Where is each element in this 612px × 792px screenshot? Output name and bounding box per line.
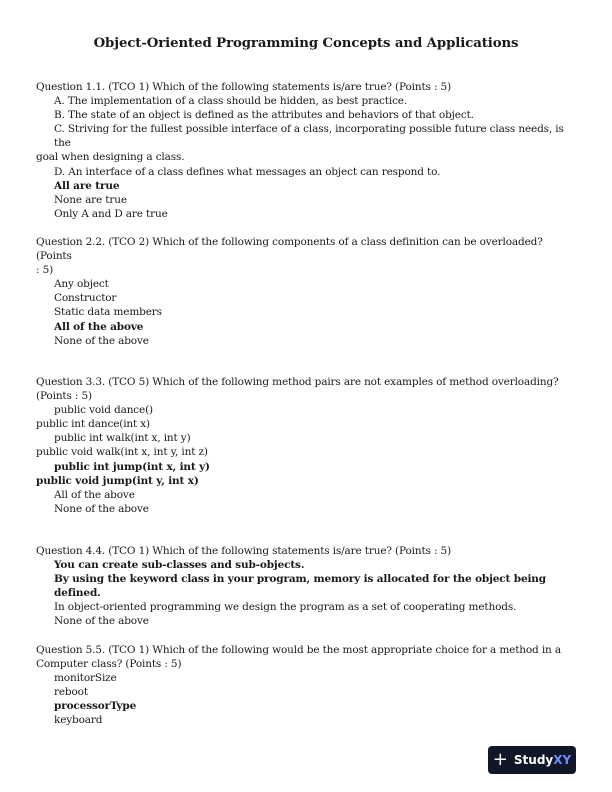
studyxy-logo [488, 746, 576, 774]
question-2-stem-cont: : 5) [36, 264, 54, 277]
answer-option: None of the above [54, 334, 149, 347]
code-line: public void walk(int x, int y, int z) [36, 446, 208, 459]
statement-c: C. Striving for the fullest possible interface of a class, incorporating possible future class needs, is the [54, 123, 564, 150]
answer-option: None of the above [54, 615, 149, 628]
logo-text-xy: XY [553, 753, 572, 767]
answer-option: All of the above [54, 488, 135, 501]
answer-option: In object-oriented programming we design the program as a set of cooperating methods. [54, 601, 517, 614]
code-line: public void jump(int y, int x) [36, 474, 199, 487]
answer-option: reboot [54, 686, 88, 699]
code-line: public int jump(int x, int y) [54, 460, 210, 473]
answer-option: Static data members [54, 306, 162, 319]
answer-option: monitorSize [54, 672, 117, 685]
answer-option: All are true [54, 179, 120, 192]
question-1 [36, 80, 576, 221]
statement-b: B. The state of an object is defined as the attributes and behaviors of that object. [54, 109, 474, 122]
code-line: public int dance(int x) [36, 418, 150, 431]
question-5-stem-cont: Computer class? (Points : 5) [36, 658, 182, 671]
question-2 [36, 235, 576, 348]
answer-option: None of the above [54, 502, 149, 515]
answer-option: None are true [54, 193, 127, 206]
answer-option: By using the keyword class in your program, memory is allocated for the object being defined. [54, 573, 546, 600]
plus-icon: + [492, 749, 508, 770]
question-3 [36, 375, 576, 516]
question-2-stem: Question 2.2. (TCO 2) Which of the following components of a class definition can be overloaded? (Points [36, 236, 543, 263]
answer-option: You can create sub-classes and sub-objects. [54, 559, 305, 572]
question-1-stem: Question 1.1. (TCO 1) Which of the following statements is/are true? (Points : 5) [36, 81, 452, 93]
question-5-stem: Question 5.5. (TCO 1) Which of the following would be the most appropriate choice for a method in a [36, 644, 561, 656]
answer-option: processorType [54, 700, 137, 713]
question-4-stem: Question 4.4. (TCO 1) Which of the following statements is/are true? (Points : 5) [36, 545, 452, 557]
code-line: public int walk(int x, int y) [54, 432, 191, 445]
answer-option: All of the above [54, 320, 144, 333]
page-title: Object-Oriented Programming Concepts and Applications [93, 36, 519, 51]
answer-option: keyboard [54, 714, 103, 727]
answer-option: Constructor [54, 292, 117, 305]
statement-d: D. An interface of a class defines what messages an object can respond to. [54, 165, 441, 178]
question-5 [36, 643, 576, 728]
question-4 [36, 544, 576, 629]
statement-a: A. The implementation of a class should be hidden, as best practice. [54, 95, 408, 108]
answer-option: Only A and D are true [54, 207, 168, 220]
answer-option: Any object [54, 278, 109, 291]
question-3-stem-cont: (Points : 5) [36, 390, 92, 403]
question-3-stem: Question 3.3. (TCO 5) Which of the following method pairs are not examples of method overloading? [36, 376, 559, 388]
code-line: public void dance() [54, 404, 153, 417]
statement-c-continued: goal when designing a class. [36, 151, 185, 164]
logo-text-study: Study [513, 753, 554, 767]
